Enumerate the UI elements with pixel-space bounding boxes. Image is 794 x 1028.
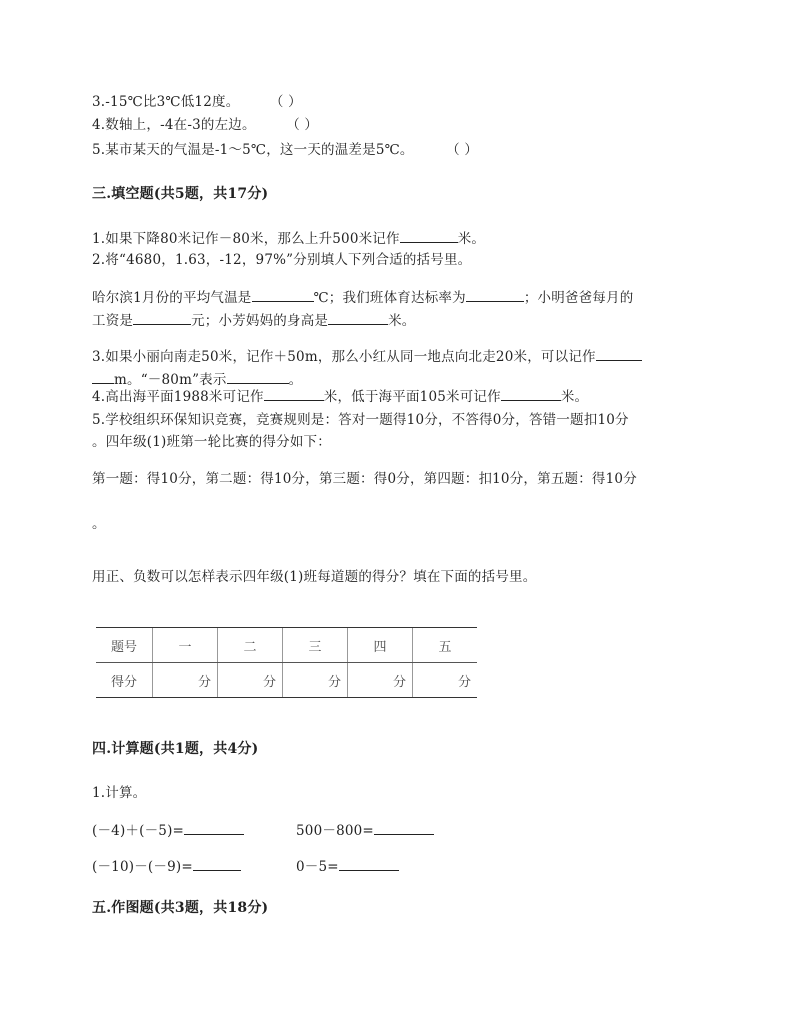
section-heading-fill: 三.填空题(共5题，共17分): [92, 186, 269, 202]
calc-expr-1: [92, 820, 244, 841]
fill-q4-text-b: 米，低于海平面105米可记作: [323, 389, 501, 405]
judge-q4: [92, 115, 318, 135]
answer-blank[interactable]: [133, 310, 191, 325]
answer-blank[interactable]: [339, 856, 399, 871]
answer-paren[interactable]: （ ）: [286, 117, 319, 133]
answer-blank[interactable]: [501, 386, 561, 401]
fill-q2-text-b: ℃；我们班体育达标率为: [313, 290, 466, 306]
answer-blank[interactable]: [193, 856, 241, 871]
calc-expr-text: 0－5=: [296, 859, 339, 875]
section-heading-calc: 四.计算题(共1题，共4分): [92, 741, 259, 757]
answer-blank[interactable]: [374, 820, 434, 835]
fill-q5-line1: 5.学校组织环保知识竞赛，竞赛规则是：答对一题得10分，不答得0分，答错一题扣10分: [92, 412, 629, 428]
fill-q1-text: 1.如果下降80米记作－80米，那么上升500米记作: [92, 231, 400, 247]
fill-q3-text-c: 。: [288, 372, 303, 388]
score-table-header-cell: 五: [413, 628, 478, 663]
score-table-header-cell: 四: [348, 628, 413, 663]
answer-blank[interactable]: [400, 228, 458, 243]
answer-blank[interactable]: [596, 346, 642, 361]
score-table-header-cell: 三: [283, 628, 348, 663]
fill-q5-line2: 。四年级(1)班第一轮比赛的得分如下：: [92, 434, 331, 450]
score-input-cell[interactable]: 分: [413, 663, 478, 698]
fill-q3-text: 3.如果小丽向南走50米，记作＋50m，那么小红从同一地点向北走20米，可以记作: [92, 349, 596, 365]
answer-blank[interactable]: [227, 369, 289, 384]
fill-q2: 2.将“4680，1.63，-12，97%”分别填人下列合适的括号里。: [92, 252, 472, 268]
score-input-cell[interactable]: 分: [283, 663, 348, 698]
answer-blank[interactable]: [466, 287, 524, 302]
answer-blank[interactable]: [184, 820, 244, 835]
fill-q4-text-c: 米。: [560, 389, 589, 405]
answer-blank[interactable]: [264, 386, 324, 401]
score-table-score-row: [96, 663, 477, 698]
fill-q2-line1: [92, 287, 633, 308]
answer-blank[interactable]: [252, 287, 314, 302]
score-input-cell[interactable]: 分: [218, 663, 283, 698]
judge-q4-text: 4.数轴上，-4在-3的左边。: [92, 117, 256, 133]
score-table-header-cell: 二: [218, 628, 283, 663]
fill-q2-text-f: 米。: [388, 313, 416, 329]
judge-q3-text: 3.-15℃比3℃低12度。: [92, 94, 240, 110]
fill-q1-unit: 米。: [457, 231, 486, 247]
calc-expr-2: [296, 820, 434, 841]
score-table-header-row: [96, 628, 477, 663]
calc-q1: 1.计算。: [92, 785, 147, 801]
fill-q2-text-e: 元；小芳妈妈的身高是: [191, 313, 329, 329]
fill-q4: [92, 386, 588, 407]
calc-expr-3: [92, 856, 241, 877]
answer-paren[interactable]: （ ）: [269, 94, 302, 110]
fill-q4-text-a: 4.高出海平面1988米可记作: [92, 389, 264, 405]
judge-q5-text: 5.某市某天的气温是-1～5℃，这一天的温差是5℃。: [92, 142, 414, 158]
section-heading-draw: 五.作图题(共3题，共18分): [92, 900, 269, 916]
calc-expr-4: [296, 856, 399, 877]
fill-q5-line5: 用正、负数可以怎样表示四年级(1)班每道题的得分？填在下面的括号里。: [92, 569, 537, 585]
judge-q5: [92, 140, 478, 160]
fill-q5-line3: 第一题：得10分，第二题：得10分，第三题：得0分，第四题：扣10分，第五题：得10分: [92, 471, 637, 487]
score-input-cell[interactable]: 分: [348, 663, 413, 698]
score-table: [96, 627, 477, 698]
fill-q1: [92, 228, 485, 249]
score-input-cell[interactable]: 分: [153, 663, 218, 698]
judge-q3: [92, 92, 302, 112]
fill-q2-text-c: ；小明爸爸每月的: [523, 290, 634, 306]
fill-q2-text-d: 工资是: [92, 313, 134, 329]
answer-paren[interactable]: （ ）: [446, 142, 479, 158]
calc-expr-text: (－10)－(－9)=: [92, 859, 193, 875]
score-table-header-cell: 题号: [96, 628, 153, 663]
answer-blank[interactable]: [328, 310, 388, 325]
fill-q2-text-a: 哈尔滨1月份的平均气温是: [92, 290, 252, 306]
calc-expr-text: (－4)＋(－5)=: [92, 823, 185, 839]
score-table-row-label: 得分: [96, 663, 153, 698]
fill-q3-text-b: m。“－80m”表示: [114, 372, 227, 388]
fill-q3-line1: [92, 346, 642, 367]
fill-q5-line4: 。: [92, 516, 106, 532]
fill-q2-line2: [92, 310, 416, 331]
score-table-header-cell: 一: [153, 628, 218, 663]
answer-blank[interactable]: [92, 369, 114, 384]
calc-expr-text: 500－800=: [296, 823, 374, 839]
